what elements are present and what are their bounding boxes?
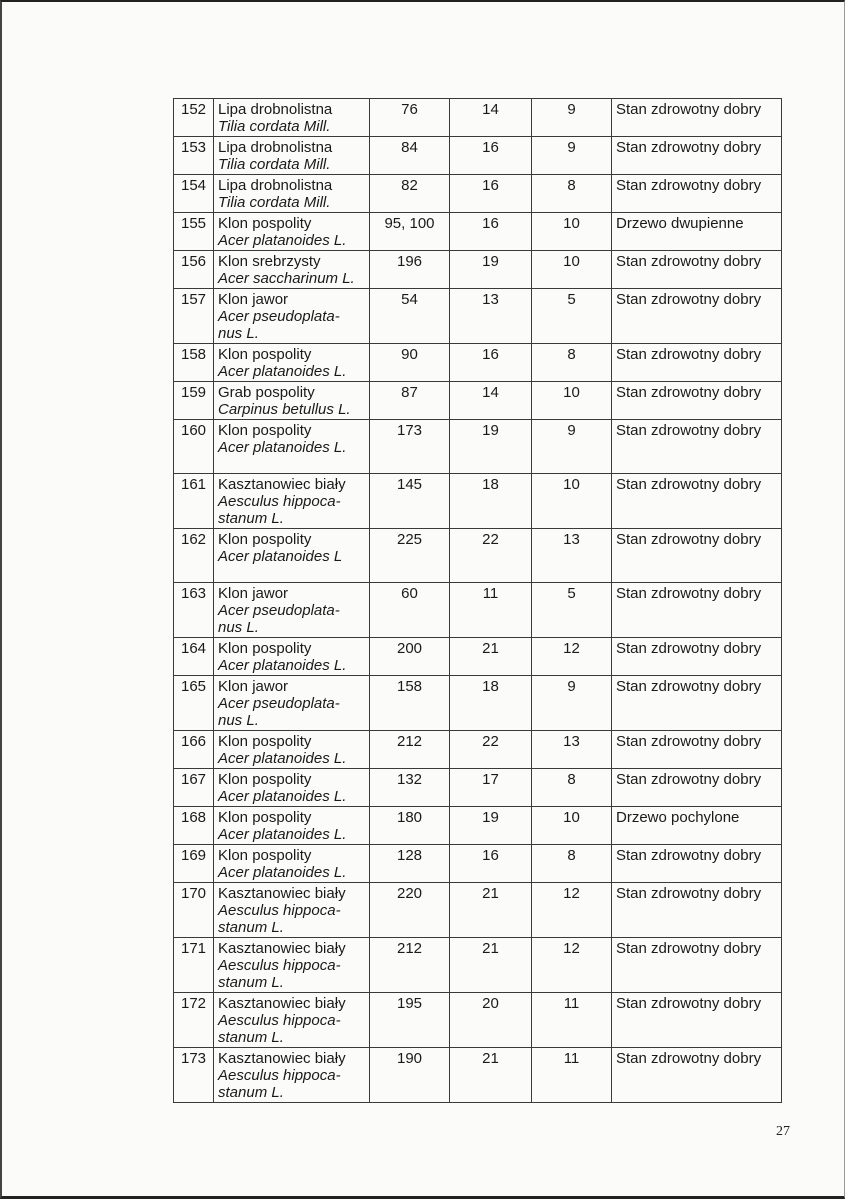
circumference-cell: 82 xyxy=(370,175,450,213)
table-row xyxy=(174,807,782,845)
height-cell: 17 xyxy=(450,769,532,807)
species-common-name: Lipa drobnolistna xyxy=(218,139,333,156)
condition-cell: Stan zdrowotny dobry xyxy=(612,883,782,938)
species-latin-name: Acer platanoides L. xyxy=(218,363,347,380)
species-latin-name: Acer platanoides L. xyxy=(218,750,347,767)
table-row xyxy=(174,993,782,1048)
row-number-cell: 171 xyxy=(174,938,214,993)
condition-cell: Drzewo dwupienne xyxy=(612,213,782,251)
circumference-cell: 195 xyxy=(370,993,450,1048)
row-number-cell: 173 xyxy=(174,1048,214,1103)
species-latin-name: Aesculus hippoca- stanum L. xyxy=(218,1067,341,1101)
crown-cell: 10 xyxy=(532,251,612,289)
condition-cell: Stan zdrowotny dobry xyxy=(612,938,782,993)
species-common-name: Lipa drobnolistna xyxy=(218,177,333,194)
crown-cell: 12 xyxy=(532,883,612,938)
species-common-name: Kasztanowiec biały xyxy=(218,1050,346,1067)
species-cell xyxy=(214,251,370,289)
circumference-cell: 225 xyxy=(370,529,450,583)
row-number-cell: 154 xyxy=(174,175,214,213)
species-common-name: Klon pospolity xyxy=(218,847,312,864)
condition-cell: Stan zdrowotny dobry xyxy=(612,583,782,638)
condition-cell: Stan zdrowotny dobry xyxy=(612,638,782,676)
species-latin-name: Acer platanoides L. xyxy=(218,864,347,881)
condition-cell: Stan zdrowotny dobry xyxy=(612,993,782,1048)
row-number-cell: 166 xyxy=(174,731,214,769)
circumference-cell: 200 xyxy=(370,638,450,676)
species-cell xyxy=(214,731,370,769)
circumference-cell: 190 xyxy=(370,1048,450,1103)
crown-cell: 13 xyxy=(532,529,612,583)
species-latin-name: Aesculus hippoca- stanum L. xyxy=(218,493,341,527)
condition-cell: Stan zdrowotny dobry xyxy=(612,344,782,382)
height-cell: 19 xyxy=(450,251,532,289)
condition-cell: Stan zdrowotny dobry xyxy=(612,289,782,344)
circumference-cell: 145 xyxy=(370,474,450,529)
row-number-cell: 157 xyxy=(174,289,214,344)
species-common-name: Klon jawor xyxy=(218,291,289,308)
species-cell xyxy=(214,289,370,344)
species-common-name: Klon pospolity xyxy=(218,215,312,232)
height-cell: 19 xyxy=(450,420,532,474)
table-row xyxy=(174,420,782,474)
species-cell xyxy=(214,213,370,251)
species-common-name: Klon pospolity xyxy=(218,809,312,826)
height-cell: 21 xyxy=(450,938,532,993)
table-row xyxy=(174,583,782,638)
crown-cell: 12 xyxy=(532,938,612,993)
crown-cell: 11 xyxy=(532,1048,612,1103)
circumference-cell: 196 xyxy=(370,251,450,289)
species-common-name: Klon pospolity xyxy=(218,531,312,548)
crown-cell: 5 xyxy=(532,289,612,344)
row-number-cell: 163 xyxy=(174,583,214,638)
crown-cell: 5 xyxy=(532,583,612,638)
species-common-name: Klon srebrzysty xyxy=(218,253,321,270)
species-latin-name: Acer platanoides L. xyxy=(218,232,347,249)
circumference-cell: 95, 100 xyxy=(370,213,450,251)
table-row xyxy=(174,529,782,583)
species-cell xyxy=(214,638,370,676)
height-cell: 21 xyxy=(450,638,532,676)
crown-cell: 10 xyxy=(532,382,612,420)
condition-cell: Stan zdrowotny dobry xyxy=(612,420,782,474)
height-cell: 22 xyxy=(450,731,532,769)
condition-cell: Stan zdrowotny dobry xyxy=(612,529,782,583)
species-latin-name: Acer pseudoplata- nus L. xyxy=(218,602,340,636)
crown-cell: 9 xyxy=(532,420,612,474)
condition-cell: Stan zdrowotny dobry xyxy=(612,137,782,175)
row-number-cell: 169 xyxy=(174,845,214,883)
species-latin-name: Acer platanoides L. xyxy=(218,788,347,805)
species-latin-name: Acer platanoides L. xyxy=(218,657,347,674)
table-row xyxy=(174,99,782,137)
table-row xyxy=(174,1048,782,1103)
species-cell xyxy=(214,845,370,883)
species-cell xyxy=(214,529,370,583)
species-latin-name: Aesculus hippoca- stanum L. xyxy=(218,1012,341,1046)
row-number-cell: 160 xyxy=(174,420,214,474)
circumference-cell: 76 xyxy=(370,99,450,137)
row-number-cell: 158 xyxy=(174,344,214,382)
circumference-cell: 87 xyxy=(370,382,450,420)
circumference-cell: 158 xyxy=(370,676,450,731)
crown-cell: 8 xyxy=(532,769,612,807)
species-latin-name: Acer platanoides L. xyxy=(218,826,347,843)
condition-cell: Stan zdrowotny dobry xyxy=(612,251,782,289)
circumference-cell: 132 xyxy=(370,769,450,807)
species-cell xyxy=(214,137,370,175)
crown-cell: 10 xyxy=(532,213,612,251)
table-row xyxy=(174,382,782,420)
height-cell: 14 xyxy=(450,99,532,137)
species-cell xyxy=(214,807,370,845)
species-cell xyxy=(214,583,370,638)
height-cell: 11 xyxy=(450,583,532,638)
page-number: 27 xyxy=(776,1124,790,1139)
circumference-cell: 180 xyxy=(370,807,450,845)
crown-cell: 9 xyxy=(532,99,612,137)
species-cell xyxy=(214,382,370,420)
crown-cell: 8 xyxy=(532,845,612,883)
species-common-name: Lipa drobnolistna xyxy=(218,101,333,118)
table-row xyxy=(174,251,782,289)
condition-cell: Stan zdrowotny dobry xyxy=(612,731,782,769)
condition-cell: Stan zdrowotny dobry xyxy=(612,382,782,420)
table-row xyxy=(174,731,782,769)
species-common-name: Klon pospolity xyxy=(218,640,312,657)
crown-cell: 13 xyxy=(532,731,612,769)
height-cell: 21 xyxy=(450,883,532,938)
table-row xyxy=(174,638,782,676)
table-row xyxy=(174,175,782,213)
height-cell: 16 xyxy=(450,175,532,213)
species-common-name: Klon pospolity xyxy=(218,771,312,788)
species-cell xyxy=(214,769,370,807)
height-cell: 16 xyxy=(450,213,532,251)
species-common-name: Kasztanowiec biały xyxy=(218,995,346,1012)
table-row xyxy=(174,474,782,529)
species-cell xyxy=(214,993,370,1048)
species-latin-name: Acer saccharinum L. xyxy=(218,270,355,287)
height-cell: 13 xyxy=(450,289,532,344)
row-number-cell: 172 xyxy=(174,993,214,1048)
species-latin-name: Carpinus betullus L. xyxy=(218,401,351,418)
condition-cell: Stan zdrowotny dobry xyxy=(612,676,782,731)
height-cell: 21 xyxy=(450,1048,532,1103)
species-latin-name: Tilia cordata Mill. xyxy=(218,156,331,173)
row-number-cell: 155 xyxy=(174,213,214,251)
height-cell: 19 xyxy=(450,807,532,845)
species-common-name: Klon jawor xyxy=(218,678,289,695)
circumference-cell: 173 xyxy=(370,420,450,474)
row-number-cell: 168 xyxy=(174,807,214,845)
row-number-cell: 152 xyxy=(174,99,214,137)
row-number-cell: 167 xyxy=(174,769,214,807)
height-cell: 14 xyxy=(450,382,532,420)
circumference-cell: 90 xyxy=(370,344,450,382)
height-cell: 16 xyxy=(450,344,532,382)
species-latin-name: Aesculus hippoca- stanum L. xyxy=(218,902,341,936)
species-cell xyxy=(214,883,370,938)
table-row xyxy=(174,289,782,344)
crown-cell: 8 xyxy=(532,344,612,382)
species-cell xyxy=(214,1048,370,1103)
row-number-cell: 164 xyxy=(174,638,214,676)
condition-cell: Stan zdrowotny dobry xyxy=(612,1048,782,1103)
species-cell xyxy=(214,175,370,213)
species-common-name: Klon pospolity xyxy=(218,733,312,750)
condition-cell: Stan zdrowotny dobry xyxy=(612,845,782,883)
condition-cell: Drzewo pochylone xyxy=(612,807,782,845)
table-row xyxy=(174,137,782,175)
species-cell xyxy=(214,676,370,731)
table-body xyxy=(174,99,782,1103)
species-common-name: Grab pospolity xyxy=(218,384,315,401)
circumference-cell: 60 xyxy=(370,583,450,638)
species-common-name: Kasztanowiec biały xyxy=(218,940,346,957)
species-cell xyxy=(214,99,370,137)
species-cell xyxy=(214,474,370,529)
circumference-cell: 220 xyxy=(370,883,450,938)
row-number-cell: 170 xyxy=(174,883,214,938)
species-latin-name: Acer platanoides L xyxy=(218,548,343,565)
circumference-cell: 84 xyxy=(370,137,450,175)
row-number-cell: 159 xyxy=(174,382,214,420)
species-latin-name: Tilia cordata Mill. xyxy=(218,118,331,135)
table-row xyxy=(174,769,782,807)
species-latin-name: Acer pseudoplata- nus L. xyxy=(218,695,340,729)
tree-inventory-table xyxy=(173,98,782,1103)
condition-cell: Stan zdrowotny dobry xyxy=(612,99,782,137)
height-cell: 22 xyxy=(450,529,532,583)
crown-cell: 9 xyxy=(532,676,612,731)
species-cell xyxy=(214,344,370,382)
species-latin-name: Tilia cordata Mill. xyxy=(218,194,331,211)
species-common-name: Kasztanowiec biały xyxy=(218,476,346,493)
height-cell: 18 xyxy=(450,676,532,731)
species-cell xyxy=(214,938,370,993)
crown-cell: 11 xyxy=(532,993,612,1048)
table-row xyxy=(174,213,782,251)
circumference-cell: 212 xyxy=(370,731,450,769)
species-common-name: Klon jawor xyxy=(218,585,289,602)
height-cell: 18 xyxy=(450,474,532,529)
condition-cell: Stan zdrowotny dobry xyxy=(612,474,782,529)
crown-cell: 12 xyxy=(532,638,612,676)
species-latin-name: Acer pseudoplata- nus L. xyxy=(218,308,340,342)
crown-cell: 10 xyxy=(532,807,612,845)
height-cell: 20 xyxy=(450,993,532,1048)
row-number-cell: 153 xyxy=(174,137,214,175)
height-cell: 16 xyxy=(450,845,532,883)
row-number-cell: 161 xyxy=(174,474,214,529)
table-row xyxy=(174,883,782,938)
species-common-name: Klon pospolity xyxy=(218,346,312,363)
row-number-cell: 156 xyxy=(174,251,214,289)
condition-cell: Stan zdrowotny dobry xyxy=(612,769,782,807)
table-row xyxy=(174,845,782,883)
row-number-cell: 165 xyxy=(174,676,214,731)
species-common-name: Kasztanowiec biały xyxy=(218,885,346,902)
crown-cell: 10 xyxy=(532,474,612,529)
circumference-cell: 54 xyxy=(370,289,450,344)
circumference-cell: 212 xyxy=(370,938,450,993)
condition-cell: Stan zdrowotny dobry xyxy=(612,175,782,213)
species-latin-name: Aesculus hippoca- stanum L. xyxy=(218,957,341,991)
species-latin-name: Acer platanoides L. xyxy=(218,439,347,456)
table-row xyxy=(174,344,782,382)
species-common-name: Klon pospolity xyxy=(218,422,312,439)
row-number-cell: 162 xyxy=(174,529,214,583)
crown-cell: 9 xyxy=(532,137,612,175)
circumference-cell: 128 xyxy=(370,845,450,883)
table-row xyxy=(174,938,782,993)
crown-cell: 8 xyxy=(532,175,612,213)
table-row xyxy=(174,676,782,731)
height-cell: 16 xyxy=(450,137,532,175)
species-cell xyxy=(214,420,370,474)
